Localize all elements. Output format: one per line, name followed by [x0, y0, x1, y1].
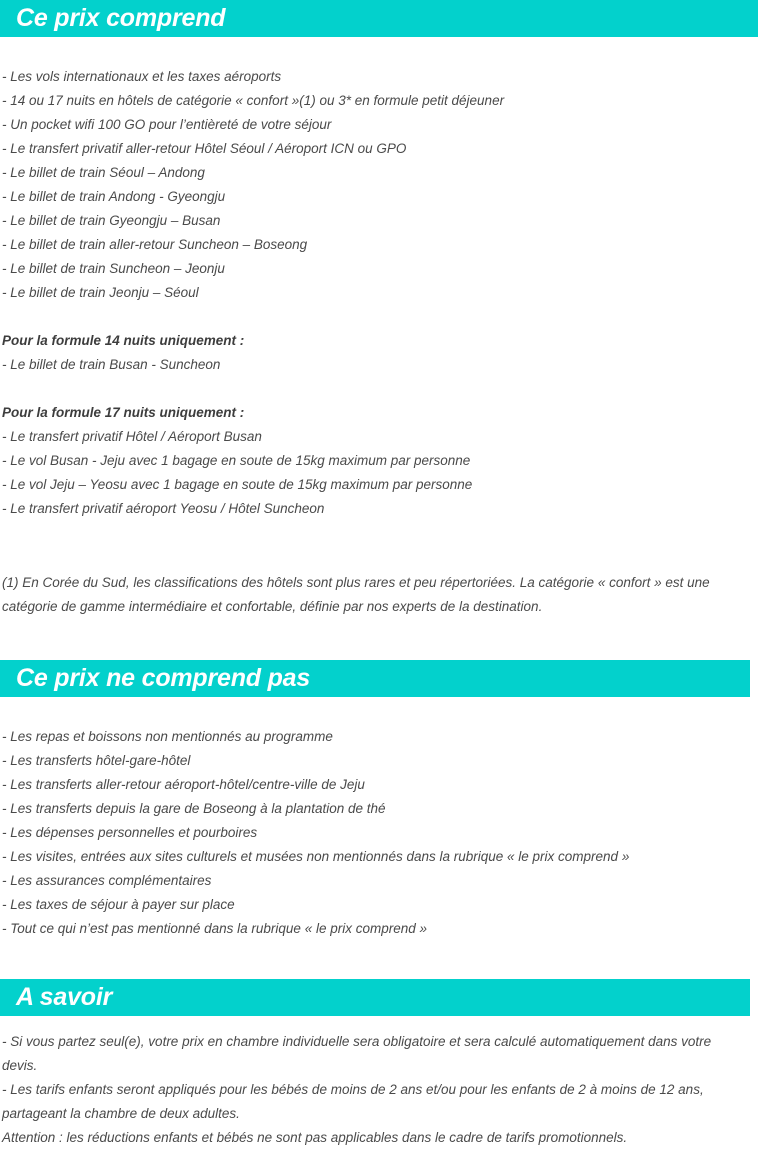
list-item: - Le transfert privatif Hôtel / Aéroport Busan	[2, 429, 262, 444]
paragraph: - Les tarifs enfants seront appliqués pour les bébés de moins de 2 ans et/ou pour les enfants de 2 à moins de 12 ans, partageant la chambre de deux adultes.	[2, 1082, 704, 1121]
list-item: - Le billet de train Gyeongju – Busan	[2, 213, 221, 228]
list-item: - Les dépenses personnelles et pourboires	[2, 825, 258, 840]
section-header-ce-prix-comprend: Ce prix comprend	[0, 0, 758, 37]
list-item: - Les vols internationaux et les taxes aéroports	[2, 69, 282, 84]
spacer	[0, 37, 758, 65]
list-item: - Un pocket wifi 100 GO pour l’entièreté de votre séjour	[2, 117, 332, 132]
list-item: - Le billet de train Andong - Gyeongju	[2, 189, 226, 204]
formule-17-nuits-group	[0, 401, 758, 521]
excluded-list	[0, 725, 758, 941]
list-item: - Le billet de train Suncheon – Jeonju	[2, 261, 225, 276]
spacer	[0, 618, 758, 660]
list-item: - Le transfert privatif aller-retour Hôtel Séoul / Aéroport ICN ou GPO	[2, 141, 407, 156]
list-item: - Les transferts hôtel-gare-hôtel	[2, 753, 191, 768]
list-item: - Le billet de train Jeonju – Séoul	[2, 285, 199, 300]
spacer	[0, 941, 758, 979]
section-header-a-savoir: A savoir	[0, 979, 750, 1016]
spacer	[0, 377, 758, 401]
a-savoir-content	[0, 1030, 758, 1150]
list-item: - 14 ou 17 nuits en hôtels de catégorie « confort »(1) ou 3* en formule petit déjeuner	[2, 93, 505, 108]
section-header-ce-prix-ne-comprend-pas: Ce prix ne comprend pas	[0, 660, 750, 697]
subgroup-heading: Pour la formule 14 nuits uniquement :	[2, 333, 245, 348]
formule-14-nuits-group	[0, 329, 758, 377]
paragraph: - Si vous partez seul(e), votre prix en chambre individuelle sera obligatoire et sera calculé automatiquement dans votre devis.	[2, 1034, 712, 1073]
spacer	[0, 305, 758, 329]
spacer	[0, 697, 758, 725]
list-item: - Le billet de train Séoul – Andong	[2, 165, 205, 180]
list-item: - Le billet de train aller-retour Suncheon – Boseong	[2, 237, 308, 252]
list-item: - Le billet de train Busan - Suncheon	[2, 357, 221, 372]
list-item: - Le vol Busan - Jeju avec 1 bagage en soute de 15kg maximum par personne	[2, 453, 471, 468]
list-item: - Les transferts depuis la gare de Boseong à la plantation de thé	[2, 801, 386, 816]
list-item: - Les visites, entrées aux sites culturels et musées non mentionnés dans la rubrique « le prix comprend »	[2, 849, 630, 864]
subgroup-heading: Pour la formule 17 nuits uniquement :	[2, 405, 245, 420]
included-list	[0, 65, 758, 305]
list-item: - Les transferts aller-retour aéroport-hôtel/centre-ville de Jeju	[2, 777, 365, 792]
paragraph: Attention : les réductions enfants et bébés ne sont pas applicables dans le cadre de tarifs promotionnels.	[2, 1130, 628, 1145]
list-item: - Tout ce qui n’est pas mentionné dans la rubrique « le prix comprend »	[2, 921, 427, 936]
spacer	[0, 1016, 758, 1030]
list-item: - Le vol Jeju – Yeosu avec 1 bagage en soute de 15kg maximum par personne	[2, 477, 473, 492]
footnote-confort-category: (1) En Corée du Sud, les classifications des hôtels sont plus rares et peu répertoriées. La catégorie « confort » est une catégorie de gamme intermédiaire et confortable, définie par nos experts de la destination.	[2, 575, 710, 614]
list-item: - Le transfert privatif aéroport Yeosu / Hôtel Suncheon	[2, 501, 325, 516]
list-item: - Les assurances complémentaires	[2, 873, 212, 888]
list-item: - Les taxes de séjour à payer sur place	[2, 897, 235, 912]
list-item: - Les repas et boissons non mentionnés au programme	[2, 729, 333, 744]
spacer	[0, 521, 758, 571]
